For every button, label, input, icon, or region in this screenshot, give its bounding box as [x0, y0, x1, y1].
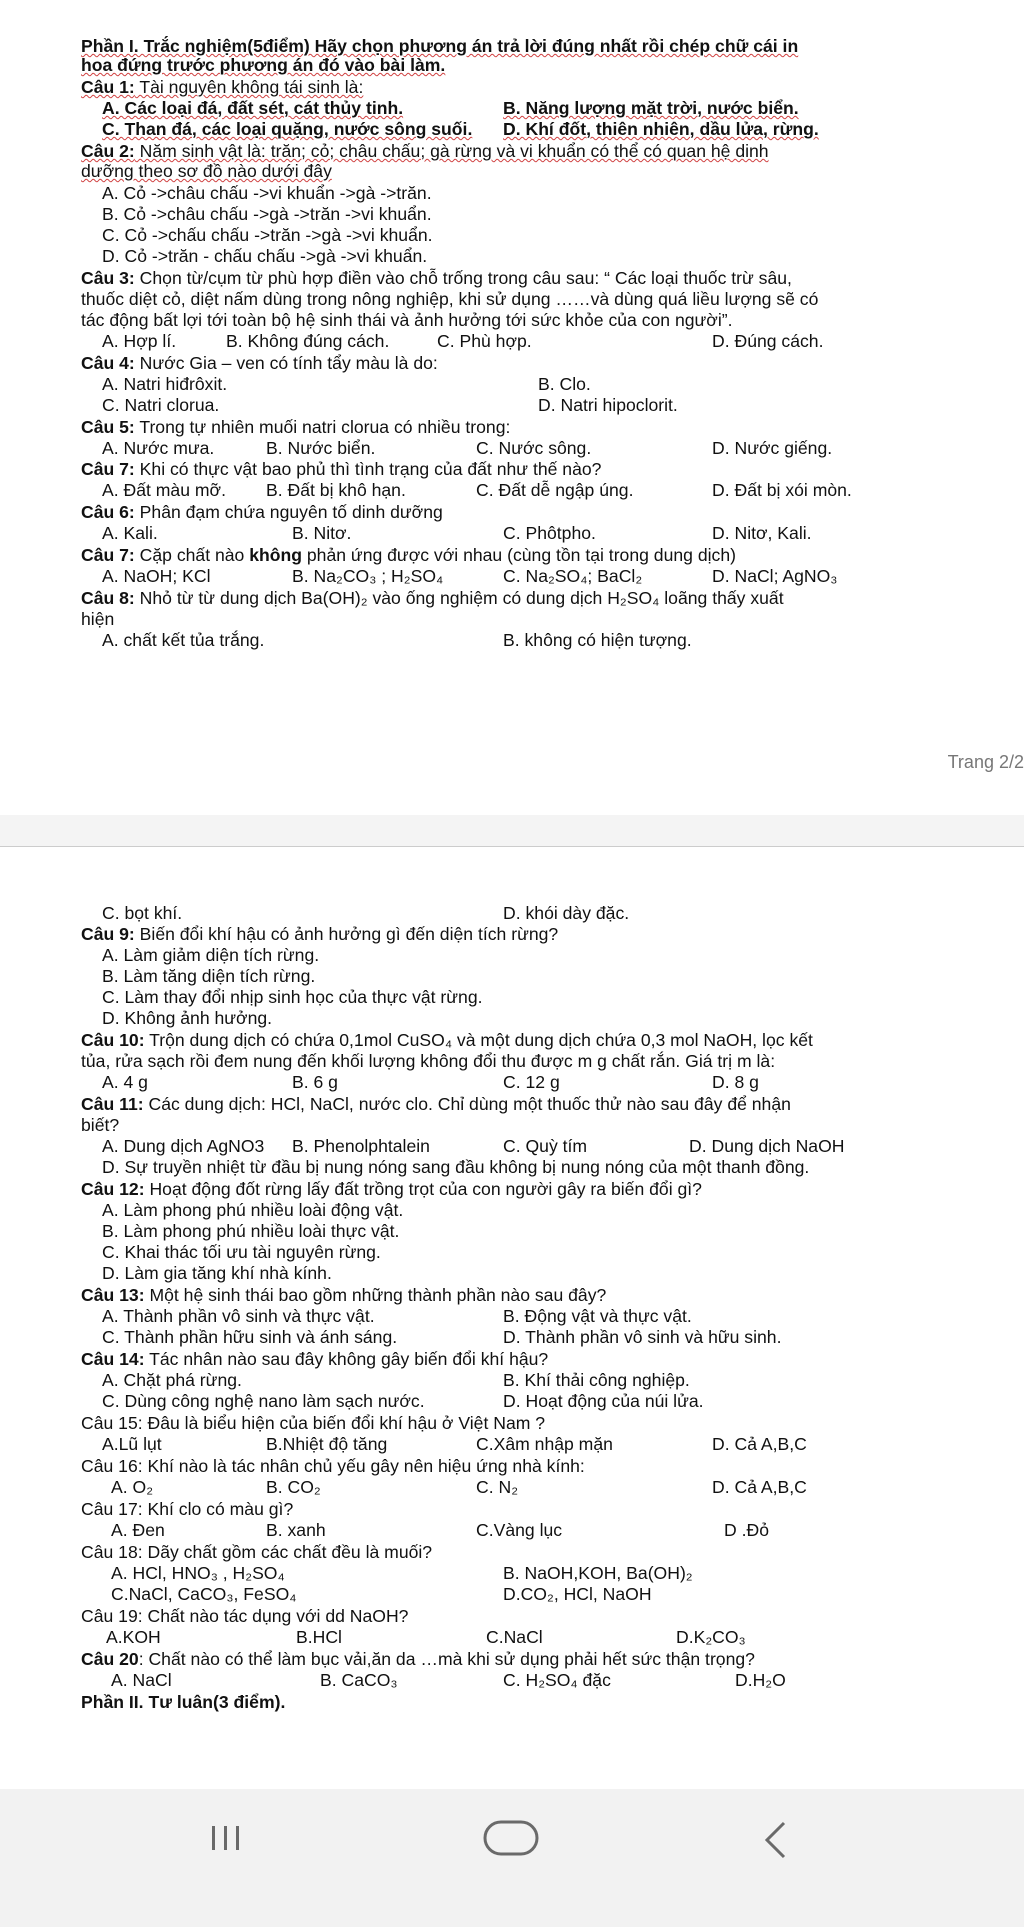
q12-option-b: B. Làm phong phú nhiều loài thực vật.: [102, 1221, 400, 1241]
q17-option-c: C.Vàng lục: [476, 1520, 563, 1540]
q4-option-b: B. Clo.: [538, 374, 591, 394]
q8-option-b: B. không có hiện tượng.: [503, 630, 692, 650]
q16-option-c: C. N₂: [476, 1477, 519, 1497]
q3-option-b: B. Không đúng cách.: [226, 331, 390, 351]
question-10: Câu 10: Trộn dung dịch có chứa 0,1mol CuSO₄ và một dung dịch chứa 0,3 mol NaOH, lọc kết: [81, 1030, 813, 1050]
page-footer: Trang 2/2: [947, 752, 1024, 772]
question-1: Câu 1: Tài nguyên không tái sinh là:: [81, 77, 364, 97]
question-6: Câu 6: Phân đạm chứa nguyên tố dinh dưỡng: [81, 502, 443, 522]
q10-option-d: D. 8 g: [712, 1072, 759, 1092]
question-7a: Câu 7: Khi có thực vật bao phủ thì tình trạng của đất như thế nào?: [81, 459, 602, 479]
q8-option-a: A. chất kết tủa trắng.: [102, 630, 265, 650]
question-10-line2: tủa, rửa sạch rồi đem nung đến khối lượng không đổi thu được m g chất rắn. Giá trị m là:: [81, 1051, 776, 1071]
question-2: Câu 2: Năm sinh vật là: trăn; cỏ; châu chấu; gà rừng và vi khuẩn có thể có quan hệ dinh: [81, 141, 769, 161]
q15-option-a: A.Lũ lụt: [102, 1434, 162, 1454]
q13-option-a: A. Thành phần vô sinh và thực vật.: [102, 1306, 375, 1326]
question-8-line2: hiện: [81, 609, 115, 629]
q19-option-d: D.K₂CO₃: [676, 1627, 746, 1647]
q6-option-d: D. Nitơ, Kali.: [712, 523, 812, 543]
q3-option-d: D. Đúng cách.: [712, 331, 824, 351]
question-11: Câu 11: Các dung dịch: HCl, NaCl, nước clo. Chỉ dùng một thuốc thử nào sau đây để nhận: [81, 1094, 791, 1114]
q12-option-c: C. Khai thác tối ưu tài nguyên rừng.: [102, 1242, 381, 1262]
q10-option-a: A. 4 g: [102, 1072, 148, 1092]
q5-option-c: C. Nước sông.: [476, 438, 592, 458]
android-navigation-bar: [0, 1789, 1024, 1927]
q9-option-a: A. Làm giảm diện tích rừng.: [102, 945, 320, 965]
q17-option-a: A. Đen: [111, 1520, 165, 1540]
q12-option-a: A. Làm phong phú nhiều loài động vật.: [102, 1200, 404, 1220]
q13-option-d: D. Thành phần vô sinh và hữu sinh.: [503, 1327, 782, 1347]
question-14: Câu 14: Tác nhân nào sau đây không gây biến đổi khí hậu?: [81, 1349, 549, 1369]
question-16: Câu 16: Khí nào là tác nhân chủ yếu gây nên hiệu ứng nhà kính:: [81, 1456, 585, 1476]
question-13: Câu 13: Một hệ sinh thái bao gồm những thành phần nào sau đây?: [81, 1285, 607, 1305]
q15-option-d: D. Cả A,B,C: [712, 1434, 807, 1454]
q19-option-a: A.KOH: [106, 1627, 161, 1647]
q11-option-d: D. Dung dịch NaOH: [689, 1136, 845, 1156]
q18-option-d: D.CO₂, HCl, NaOH: [503, 1584, 652, 1604]
q4-option-a: A. Natri hiđrôxit.: [102, 374, 228, 394]
q17-option-b: B. xanh: [266, 1520, 326, 1540]
back-button[interactable]: [762, 1820, 788, 1860]
q1-option-b: B. Năng lượng mặt trời, nước biển.: [503, 98, 799, 118]
q2-option-d: D. Cỏ ->trăn - chấu chấu ->gà ->vi khuẩn.: [102, 246, 428, 266]
question-2-line2: dưỡng theo sơ đồ nào dưới đây: [81, 161, 332, 181]
q8-option-c: C. bọt khí.: [102, 903, 183, 923]
q20-option-a: A. NaCl: [111, 1670, 172, 1690]
home-button[interactable]: [482, 1819, 540, 1857]
q5-option-b: B. Nước biển.: [266, 438, 376, 458]
question-4: Câu 4: Nước Gia – ven có tính tẩy màu là do:: [81, 353, 438, 373]
q20-option-c: C. H₂SO₄ đặc: [503, 1670, 611, 1690]
question-20: Câu 20: Chất nào có thể làm bục vải,ăn da …mà khi sử dụng phải hết sức thận trọng?: [81, 1649, 755, 1669]
q7a-option-b: B. Đất bị khô hạn.: [266, 480, 406, 500]
q14-option-a: A. Chặt phá rừng.: [102, 1370, 242, 1390]
q9-option-c: C. Làm thay đổi nhịp sinh học của thực vật rừng.: [102, 987, 483, 1007]
question-12: Câu 12: Hoạt động đốt rừng lấy đất trồng trọt của con người gây ra biến đổi gì?: [81, 1179, 702, 1199]
q1-option-d: D. Khí đốt, thiên nhiên, dầu lửa, rừng.: [503, 119, 819, 139]
q15-option-b: B.Nhiệt độ tăng: [266, 1434, 388, 1454]
q1-option-a: A. Các loại đá, đất sét, cát thủy tinh.: [102, 98, 404, 118]
q11-option-c: C. Quỳ tím: [503, 1136, 588, 1156]
q19-option-b: B.HCl: [296, 1627, 342, 1647]
home-icon: [482, 1819, 540, 1857]
question-3-line3: tác động bất lợi tới toàn bộ hệ sinh thái và ảnh hưởng tới sức khỏe của con người”.: [81, 310, 733, 330]
section-header: Phần I. Trắc nghiệm(5điểm) Hãy chọn phương án trả lời đúng nhất rồi chép chữ cái in: [81, 36, 799, 56]
q18-option-b: B. NaOH,KOH, Ba(OH)₂: [503, 1563, 693, 1583]
question-8: Câu 8: Nhỏ từ từ dung dịch Ba(OH)₂ vào ống nghiệm có dung dịch H₂SO₄ loãng thấy xuất: [81, 588, 784, 608]
q13-option-c: C. Thành phần hữu sinh và ánh sáng.: [102, 1327, 398, 1347]
q10-option-c: C. 12 g: [503, 1072, 560, 1092]
q20-option-b: B. CaCO₃: [320, 1670, 398, 1690]
q5-option-a: A. Nước mưa.: [102, 438, 215, 458]
q10-option-b: B. 6 g: [292, 1072, 338, 1092]
section-header-line2: hoa đứng trước phương án đó vào bài làm.: [81, 55, 446, 75]
q7b-option-a: A. NaOH; KCl: [102, 566, 211, 586]
q4-option-d: D. Natri hipoclorit.: [538, 395, 678, 415]
q2-option-c: C. Cỏ ->chấu chấu ->trăn ->gà ->vi khuẩn.: [102, 225, 433, 245]
question-3: Câu 3: Chọn từ/cụm từ phù hợp điền vào chỗ trống trong câu sau: “ Các loại thuốc trừ sâu,: [81, 268, 792, 288]
question-15: Câu 15: Đâu là biểu hiện của biến đổi khí hậu ở Việt Nam ?: [81, 1413, 546, 1433]
q11-stray-option: D. Sự truyền nhiệt từ đầu bị nung nóng sang đầu không bị nung nóng của một thanh đồng.: [102, 1157, 810, 1177]
recent-apps-icon: [208, 1823, 244, 1853]
question-17: Câu 17: Khí clo có màu gì?: [81, 1499, 294, 1519]
q17-option-d: D .Đỏ: [724, 1520, 769, 1540]
q14-option-b: B. Khí thải công nghiệp.: [503, 1370, 690, 1390]
q8-option-d: D. khói dày đặc.: [503, 903, 630, 923]
q7b-option-c: C. Na₂SO₄; BaCl₂: [503, 566, 643, 586]
part-2-header: Phần II. Tư luân(3 điểm).: [81, 1692, 286, 1712]
q4-option-c: C. Natri clorua.: [102, 395, 220, 415]
q16-option-b: B. CO₂: [266, 1477, 321, 1497]
q9-option-d: D. Không ảnh hưởng.: [102, 1008, 273, 1028]
q14-option-c: C. Dùng công nghệ nano làm sạch nước.: [102, 1391, 425, 1411]
question-11-line2: biết?: [81, 1115, 120, 1135]
q18-option-c: C.NaCl, CaCO₃, FeSO₄: [111, 1584, 297, 1604]
q6-option-a: A. Kali.: [102, 523, 158, 543]
q20-option-d: D.H₂O: [735, 1670, 786, 1690]
q3-option-c: C. Phù hợp.: [437, 331, 532, 351]
back-icon: [762, 1820, 788, 1860]
q3-option-a: A. Hợp lí.: [102, 331, 177, 351]
question-7b: Câu 7: Cặp chất nào không phản ứng được với nhau (cùng tồn tại trong dung dịch): [81, 545, 736, 565]
q14-option-d: D. Hoạt động của núi lửa.: [503, 1391, 704, 1411]
q9-option-b: B. Làm tăng diện tích rừng.: [102, 966, 316, 986]
q7b-option-d: D. NaCl; AgNO₃: [712, 566, 838, 586]
page-gap: [0, 815, 1024, 846]
q7a-option-c: C. Đất dễ ngập úng.: [476, 480, 634, 500]
q18-option-a: A. HCl, HNO₃ , H₂SO₄: [111, 1563, 285, 1583]
question-19: Câu 19: Chất nào tác dụng với dd NaOH?: [81, 1606, 409, 1626]
q12-option-d: D. Làm gia tăng khí nhà kính.: [102, 1263, 332, 1283]
q11-option-b: B. Phenolphtalein: [292, 1136, 430, 1156]
q6-option-b: B. Nitơ.: [292, 523, 352, 543]
q16-option-d: D. Cả A,B,C: [712, 1477, 807, 1497]
q7b-option-b: B. Na₂CO₃ ; H₂SO₄: [292, 566, 444, 586]
page-2: [0, 846, 1024, 1790]
q13-option-b: B. Động vật và thực vật.: [503, 1306, 692, 1326]
question-9: Câu 9: Biến đổi khí hậu có ảnh hưởng gì đến diện tích rừng?: [81, 924, 559, 944]
q19-option-c: C.NaCl: [486, 1627, 543, 1647]
question-18: Câu 18: Dãy chất gồm các chất đều là muối?: [81, 1542, 433, 1562]
q16-option-a: A. O₂: [111, 1477, 154, 1497]
q5-option-d: D. Nước giếng.: [712, 438, 833, 458]
q11-option-a: A. Dung dịch AgNO3: [102, 1136, 265, 1156]
recent-apps-button[interactable]: [208, 1823, 244, 1853]
question-3-line2: thuốc diệt cỏ, diệt nấm dùng trong nông nghiệp, khi sử dụng ……và dùng quá liều lượng sẽ có: [81, 289, 819, 309]
question-5: Câu 5: Trong tự nhiên muối natri clorua có nhiều trong:: [81, 417, 511, 437]
q6-option-c: C. Phôtpho.: [503, 523, 596, 543]
q2-option-b: B. Cỏ ->châu chấu ->gà ->trăn ->vi khuẩn.: [102, 204, 432, 224]
page-1: [0, 0, 1024, 816]
q1-option-c: C. Than đá, các loại quặng, nước sông suối.: [102, 119, 473, 139]
q7a-option-a: A. Đất màu mỡ.: [102, 480, 226, 500]
q15-option-c: C.Xâm nhập mặn: [476, 1434, 613, 1454]
q2-option-a: A. Cỏ ->châu chấu ->vi khuẩn ->gà ->trăn.: [102, 183, 432, 203]
q7a-option-d: D. Đất bị xói mòn.: [712, 480, 852, 500]
